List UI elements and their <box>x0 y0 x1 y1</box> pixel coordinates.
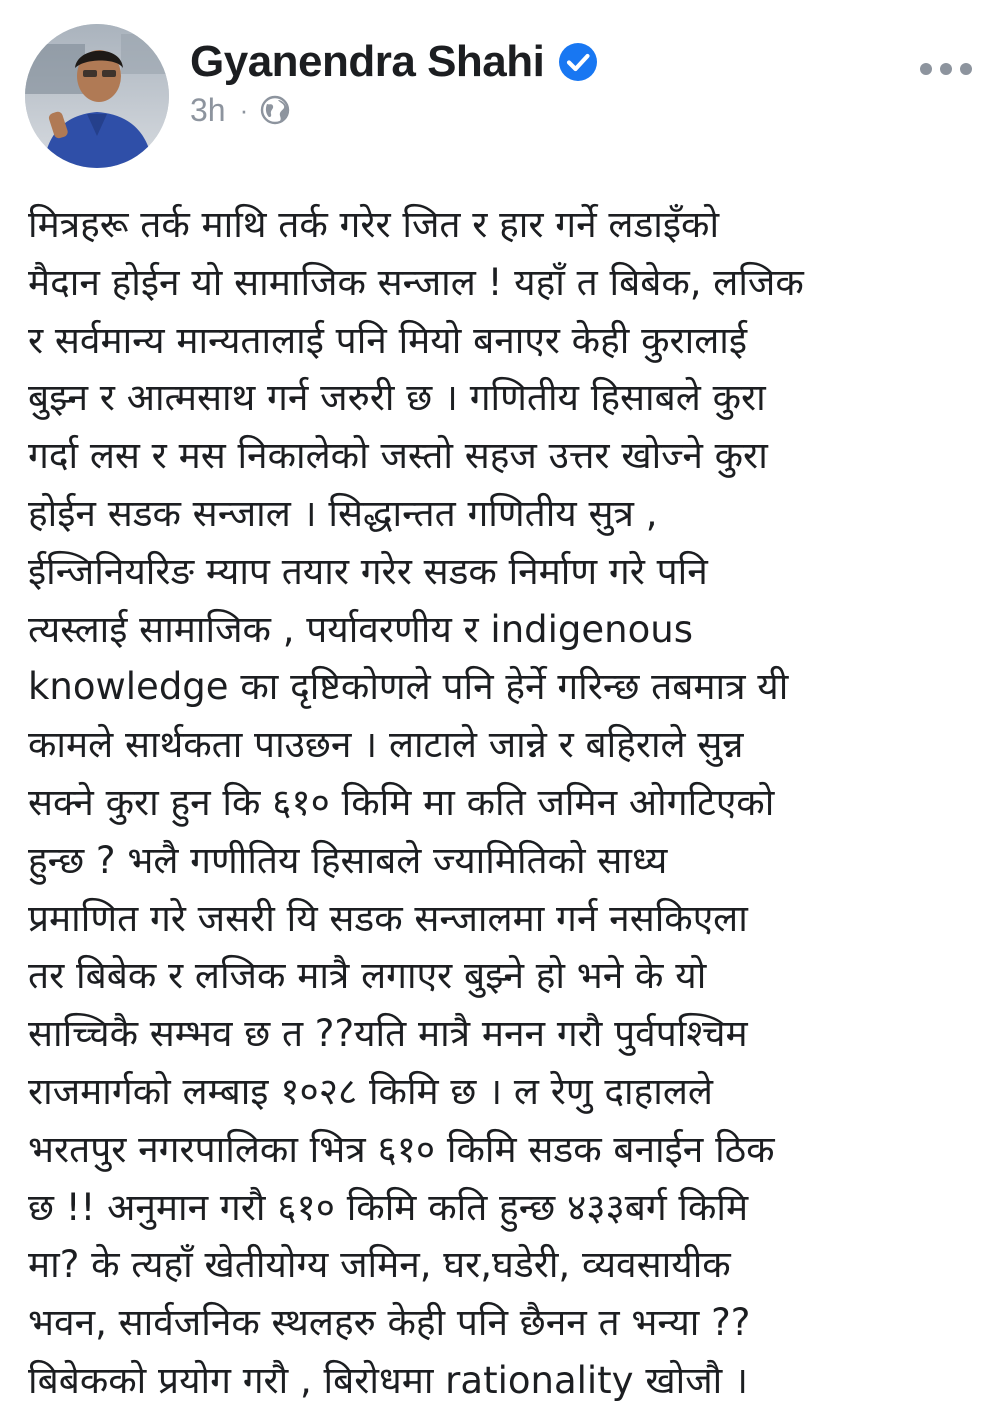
post-text-line: ईन्जिनियरिङ म्याप तयार गरेर सडक निर्माण गरे पनि <box>28 549 708 593</box>
author-avatar[interactable] <box>25 24 169 168</box>
post-header <box>0 0 1002 170</box>
post-text-line: र सर्वमान्य मान्यतालाई पनि मियो बनाएर केही कुरालाई <box>28 318 748 362</box>
more-options-button[interactable] <box>916 56 976 82</box>
post-text-line: मित्रहरू तर्क माथि तर्क गरेर जित र हार गर्ने लडाइँको <box>28 203 720 246</box>
post-text-line: मा? के त्यहाँ खेतीयोग्य जमिन, घर,घडेरी, व्यवसायीक <box>28 1243 731 1287</box>
author-row <box>190 36 598 88</box>
verified-badge-icon <box>558 42 598 82</box>
post-timestamp[interactable]: 3h <box>190 91 226 128</box>
post-text-line: राजमार्गको लम्बाइ १०२८ किमि छ । ल रेणु दाहालले <box>28 1069 714 1113</box>
post-text-line: बुझ्न र आत्मसाथ गर्न जरुरी छ । गणितीय हिसाबले कुरा <box>28 376 766 420</box>
more-options-icon <box>916 56 976 82</box>
post-text-line: साच्चिकै सम्भव छ त ??यति मात्रै मनन गरौ पुर्वपश्चिम <box>28 1012 748 1056</box>
post-text-line: तर बिबेक र लजिक मात्रै लगाएर बुझ्ने हो भने के यो <box>28 954 707 998</box>
post-text-line: बिबेकको प्रयोग गरौ , बिरोधमा rationality खोजौ । <box>28 1358 749 1402</box>
post-text-line: सक्ने कुरा हुन कि ६१० किमि मा कति जमिन ओगटिएको <box>28 780 775 824</box>
meta-separator: · <box>239 94 249 125</box>
post-meta <box>190 90 290 130</box>
profile-photo <box>25 24 169 168</box>
post-text-line: कामले सार्थकता पाउछन । लाटाले जान्ने र बहिराले सुन्न <box>28 723 744 767</box>
post-text-line: प्रमाणित गरे जसरी यि सडक सन्जालमा गर्न नसकिएला <box>28 896 748 940</box>
post-text-line: हुन्छ ? भलै गणीतिय हिसाबले ज्यामितिको साध्य <box>28 838 668 882</box>
author-name[interactable]: Gyanendra Shahi <box>190 37 545 86</box>
post-text-line: भरतपुर नगरपालिका भित्र ६१० किमि सडक बनाईन ठिक <box>28 1127 775 1171</box>
post-text <box>28 196 983 1402</box>
post-text-line: knowledge का दृष्टिकोणले पनि हेर्ने गरिन्छ तबमात्र यी <box>28 665 789 709</box>
post-text-line: मैदान होईन यो सामाजिक सन्जाल ! यहाँ त बिबेक, लजिक <box>28 260 804 304</box>
post-text-line: होईन सडक सन्जाल । सिद्धान्तत गणितीय सुत्र , <box>28 491 658 535</box>
globe-icon[interactable] <box>260 95 290 125</box>
post-text-line: गर्दा लस र मस निकालेको जस्तो सहज उत्तर खोज्ने कुरा <box>28 434 768 478</box>
post-text-line: भवन, सार्वजनिक स्थलहरु केही पनि छैनन त भन्या ?? <box>28 1301 751 1345</box>
post-text-line: छ !! अनुमान गरौ ६१० किमि कति हुन्छ ४३३बर्ग किमि <box>28 1185 749 1229</box>
post-text-line: त्यस्लाई सामाजिक , पर्यावरणीय र indigenous <box>28 607 693 651</box>
